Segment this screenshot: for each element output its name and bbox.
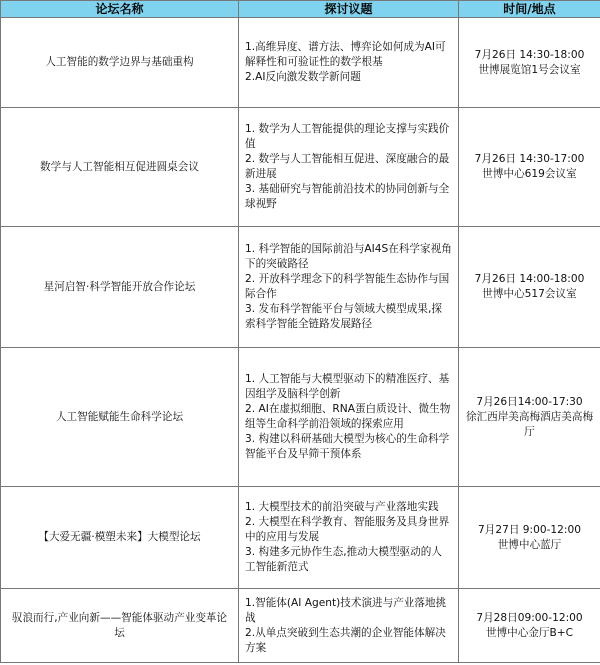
forum-name: 数学与人工智能相互促进圆桌会议 <box>1 108 239 227</box>
forum-place: 世博中心金厅B+C <box>485 626 574 639</box>
forum-time: 7月28日09:00-12:00 <box>476 611 583 624</box>
forum-topics <box>239 348 459 487</box>
forum-place: 世博中心619会议室 <box>482 168 577 180</box>
table-row <box>1 18 600 108</box>
topic-item: 2.AI反向激发数学新问题 <box>245 71 361 83</box>
topic-item: 2.从单点突破到生态共潮的企业智能体解决方案 <box>245 626 446 654</box>
topic-item: 2. 大模型在科学教育、智能服务及具身世界中的应用与发展 <box>245 516 450 543</box>
forum-place: 世博中心蓝厅 <box>497 538 562 551</box>
topic-item: 1. 大模型技术的前沿突破与产业落地实践 <box>245 501 439 513</box>
topic-item: 3. 构建多元协作生态,推动大模型驱动的人工智能新范式 <box>245 546 442 573</box>
forum-name: 驭浪而行,产业向新——智能体驱动产业变革论坛 <box>1 589 239 663</box>
table-row <box>1 227 600 348</box>
table-row <box>1 589 600 663</box>
header-forum-name: 论坛名称 <box>1 1 239 18</box>
forum-name: 【大爱无疆·模塑未来】大模型论坛 <box>1 487 239 589</box>
topic-item: 1.智能体(AI Agent)技术演进与产业落地挑战 <box>245 596 447 624</box>
table-row <box>1 487 600 589</box>
forum-topics <box>239 487 459 589</box>
topic-item: 3. 构建以科研基础大模型为核心的生命科学智能平台及早筛干预体系 <box>245 433 450 460</box>
forum-topics <box>239 18 459 108</box>
forum-name: 人工智能赋能生命科学论坛 <box>1 348 239 487</box>
forum-name: 星河启智·科学智能开放合作论坛 <box>1 227 239 348</box>
topic-item: 2. AI在虚拟细胞、RNA蛋白质设计、微生物组等生命科学前沿领域的探索应用 <box>245 403 451 430</box>
topic-item: 2. 数学与人工智能相互促进、深度融合的最新进展 <box>245 153 450 180</box>
time-place <box>459 108 600 227</box>
header-time-place: 时间/地点 <box>459 1 600 18</box>
forum-time: 7月26日 14:00-18:00 <box>474 273 585 285</box>
time-place <box>459 227 600 348</box>
header-row <box>1 1 600 18</box>
forum-name: 人工智能的数学边界与基础重构 <box>1 18 239 108</box>
table-row <box>1 108 600 227</box>
header-topics: 探讨议题 <box>239 1 459 18</box>
forum-time: 7月27日 9:00-12:00 <box>478 523 581 536</box>
topic-item: 1.高维异度、谱方法、博弈论如何成为AI可解释性和可验证性的数学根基 <box>245 41 446 68</box>
forum-time: 7月26日 14:30-18:00 <box>474 48 585 61</box>
time-place <box>459 348 600 487</box>
forum-place: 徐汇西岸美高梅酒店美高梅厅 <box>465 410 594 438</box>
forum-place: 世博中心517会议室 <box>482 288 577 300</box>
time-place <box>459 487 600 589</box>
forum-place: 世博展览馆1号会议室 <box>478 63 581 76</box>
table-row <box>1 348 600 487</box>
topic-item: 3. 基础研究与智能前沿技术的协同创新与全球视野 <box>245 183 450 210</box>
topic-item: 1. 数学为人工智能提供的理论支撑与实践价值 <box>245 123 450 150</box>
forum-topics <box>239 108 459 227</box>
forum-topics <box>239 589 459 663</box>
topic-item: 1. 人工智能与大模型驱动下的精准医疗、基因组学及脑科学创新 <box>245 373 450 400</box>
time-place <box>459 589 600 663</box>
topic-item: 2. 开放科学理念下的科学智能生态协作与国际合作 <box>245 273 450 300</box>
topic-item: 1. 科学智能的国际前沿与AI4S在科学家视角下的突破路径 <box>245 243 452 270</box>
forum-topics <box>239 227 459 348</box>
topic-item: 3. 发布科学智能平台与领域大模型成果,探索科学智能全链路发展路径 <box>245 303 442 330</box>
forum-time: 7月26日14:00-17:30 <box>476 395 583 408</box>
time-place <box>459 18 600 108</box>
forum-time: 7月26日 14:30-17:00 <box>474 153 585 165</box>
